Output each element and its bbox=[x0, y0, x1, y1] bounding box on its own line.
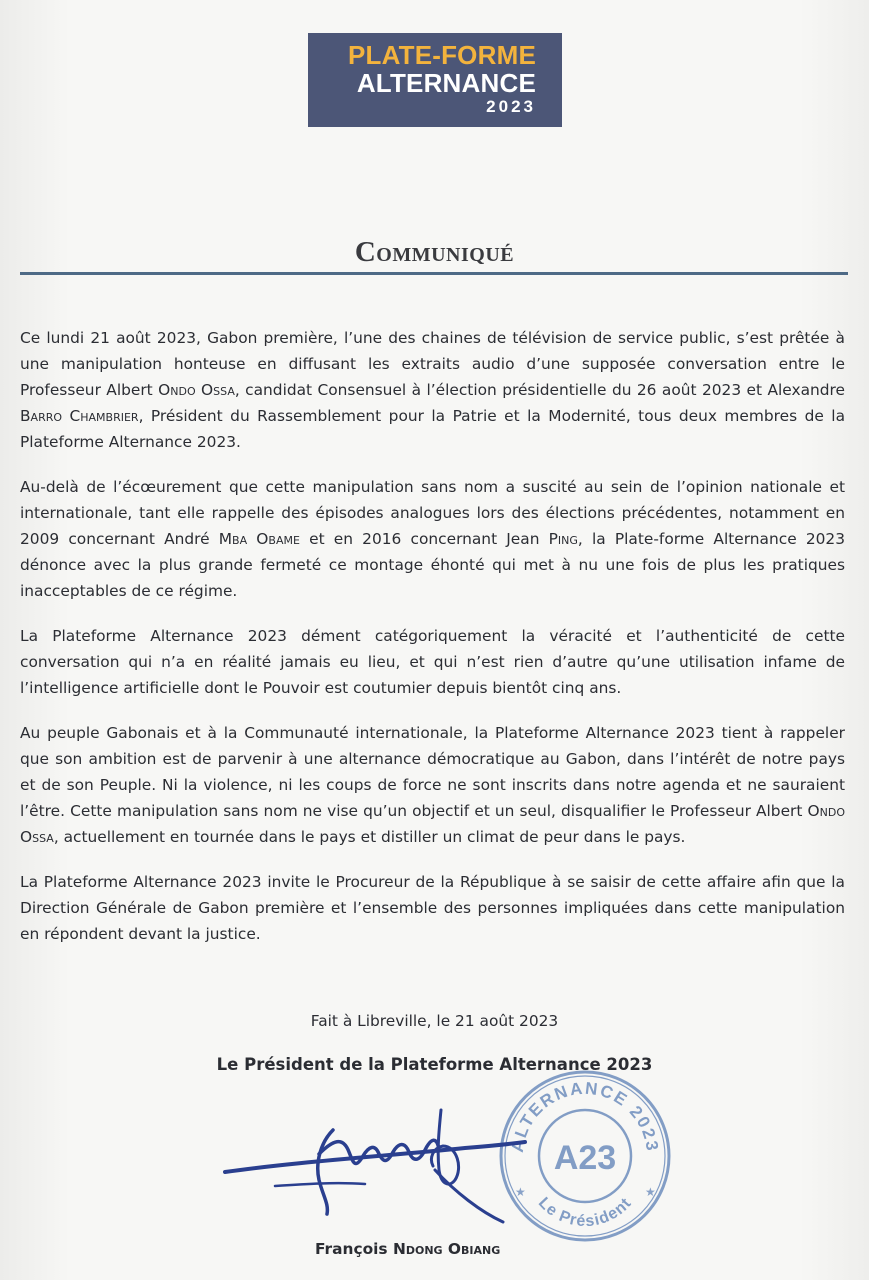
paragraph-1 bbox=[20, 325, 845, 455]
paragraph-text: , Président du Rassemblement pour la Patrie et la Modernité, tous deux membres de la Plateforme Alternance 2023. bbox=[20, 407, 845, 451]
person-name: Ondo Ossa bbox=[158, 381, 235, 399]
paragraph-text: , la Plate-forme Alternance 2023 dénonce avec la plus grande fermeté ce montage éhonté qui met à nu une fois de plus les pratiques inacceptables de ce régime. bbox=[20, 530, 845, 600]
paragraph-4 bbox=[20, 720, 845, 850]
paragraph-text: La Plateforme Alternance 2023 invite le Procureur de la République à se saisir de cette affaire afin que la Direction Générale de Gabon première et l’ensemble des personnes impliquées dans cette manipulation en répondent devant la justice. bbox=[20, 873, 845, 943]
logo-line-1: PLATE-FORME bbox=[347, 40, 536, 70]
signer-last-name: Ndong Obiang bbox=[392, 1240, 501, 1258]
communique-body bbox=[20, 325, 845, 966]
person-name: Mba Obame bbox=[218, 530, 300, 548]
person-name: Barro Chambrier bbox=[20, 407, 139, 425]
logo-line-2: ALTERNANCE bbox=[356, 68, 536, 98]
stamp-star-left: ★ bbox=[515, 1185, 526, 1199]
paragraph-text: Au-delà de l’écœurement que cette manipulation sans nom a suscité au sein de l’opinion nationale et internationale, tant elle rappelle des épisodes analogues lors des élections précédentes, notamment en 2009 concernant André bbox=[20, 478, 845, 548]
logo-line-3: 2023 bbox=[486, 97, 536, 116]
handwritten-signature bbox=[215, 1100, 535, 1240]
stamp-center-text: A23 bbox=[553, 1139, 617, 1177]
stamp-bottom-text: Le Président bbox=[534, 1194, 636, 1231]
paragraph-text: et en 2016 concernant Jean bbox=[299, 530, 549, 548]
document-title: Communiqué bbox=[354, 236, 515, 268]
stamp-top-text: ALTERNANCE 2023 bbox=[507, 1078, 663, 1154]
person-name: Ping bbox=[548, 530, 578, 548]
stamp-star-right: ★ bbox=[645, 1185, 656, 1199]
paragraph-text: Au peuple Gabonais et à la Communauté internationale, la Plateforme Alternance 2023 tient à rappeler que son ambition est de parvenir à une alternance démocratique au Gabon, dans l’intérêt de notre pays et de son Peuple. Ni la violence, ni les coups de force ne sont inscrits dans notre agenda et ne sauraient l’être. Cette manipulation sans nom ne vise qu’un objectif et un seul, disqualifier le Professeur Albert bbox=[20, 724, 845, 820]
signer-first-name: François bbox=[315, 1240, 393, 1258]
paragraph-text: , actuellement en tournée dans le pays et distiller un climat de peur dans le pays. bbox=[53, 828, 686, 846]
plateforme-logo bbox=[308, 33, 562, 127]
paragraph-2 bbox=[20, 474, 845, 604]
title-divider bbox=[20, 272, 848, 275]
paragraph-5 bbox=[20, 869, 845, 947]
place-and-date: Fait à Libreville, le 21 août 2023 bbox=[310, 1012, 559, 1030]
person-name: Ondo Ossa bbox=[20, 802, 845, 846]
signatory-role: Le Président de la Plateforme Alternance 2023 bbox=[216, 1055, 653, 1074]
signer-name bbox=[315, 1240, 500, 1258]
paragraph-text: Ce lundi 21 août 2023, Gabon première, l’une des chaines de télévision de service public, s’est prêtée à une manipulation honteuse en diffusant les extraits audio d’une supposée conversation entre le Professeur Albert bbox=[20, 329, 845, 399]
paragraph-text: , candidat Consensuel à l’élection présidentielle du 26 août 2023 et Alexandre bbox=[234, 381, 845, 399]
paragraph-text: La Plateforme Alternance 2023 dément catégoriquement la véracité et l’authenticité de cette conversation qui n’a en réalité jamais eu lieu, et qui n’est rien d’autre qu’une utilisation infame de l’intelligence artificielle dont le Pouvoir est coutumier depuis bientôt cinq ans. bbox=[20, 627, 845, 697]
paragraph-3 bbox=[20, 623, 845, 701]
